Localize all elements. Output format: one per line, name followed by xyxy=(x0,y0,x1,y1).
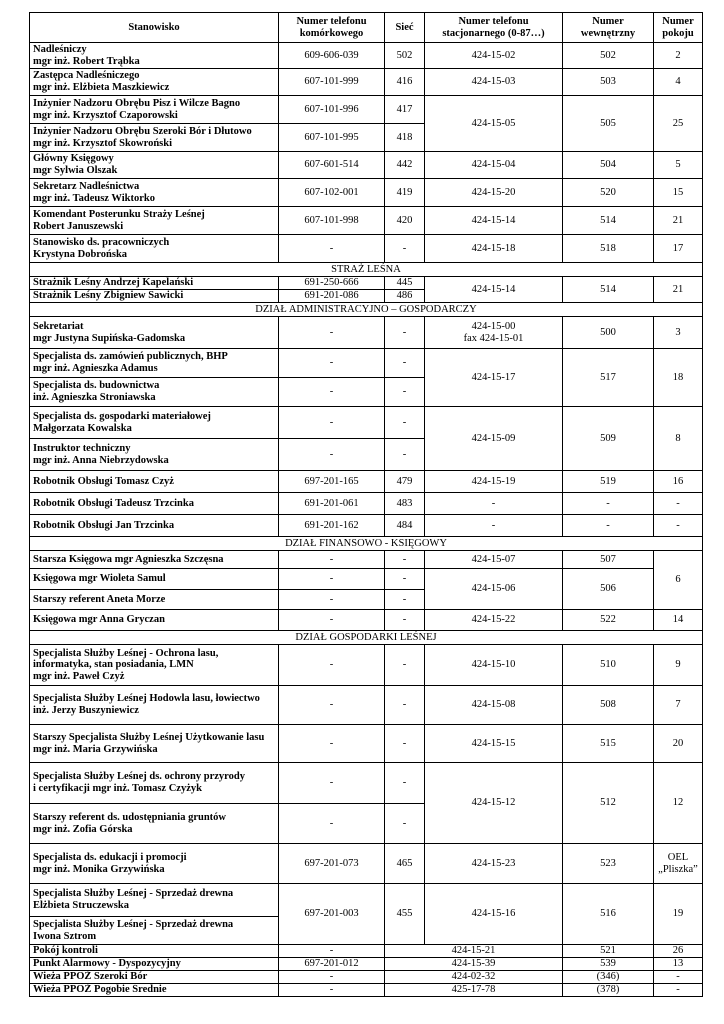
landline-cell: 424-15-15 xyxy=(425,725,563,763)
extension-cell: (378) xyxy=(563,984,654,997)
table-row xyxy=(30,763,703,804)
table-row xyxy=(30,96,703,124)
landline-cell: 424-15-00 fax 424-15-01 xyxy=(425,317,563,349)
network-cell: 420 xyxy=(385,207,425,235)
landline-cell: 424-15-07 xyxy=(425,551,563,569)
table-row xyxy=(30,610,703,631)
extension-cell: - xyxy=(563,515,654,537)
section-row xyxy=(30,537,703,551)
mobile-cell: 607-101-995 xyxy=(279,124,385,152)
mobile-cell: - xyxy=(279,569,385,590)
table-row xyxy=(30,958,703,971)
network-cell: 486 xyxy=(385,290,425,303)
contact-table xyxy=(29,12,703,997)
extension-cell: 514 xyxy=(563,277,654,303)
table-row xyxy=(30,317,703,349)
mobile-cell: 697-201-073 xyxy=(279,844,385,884)
network-cell: 416 xyxy=(385,69,425,96)
table-row xyxy=(30,471,703,493)
mobile-cell: - xyxy=(279,407,385,439)
landline-cell: 424-15-22 xyxy=(425,610,563,631)
network-cell: 419 xyxy=(385,179,425,207)
mobile-cell: - xyxy=(279,610,385,631)
extension-cell: 523 xyxy=(563,844,654,884)
extension-cell: 515 xyxy=(563,725,654,763)
mobile-cell: 609-606-039 xyxy=(279,43,385,69)
extension-cell: 500 xyxy=(563,317,654,349)
mobile-cell: - xyxy=(279,645,385,686)
network-cell: 445 xyxy=(385,277,425,290)
network-cell: - xyxy=(385,378,425,407)
position-cell: Instruktor techniczny mgr inż. Anna Niebrzydowska xyxy=(30,439,279,471)
position-cell: Księgowa mgr Anna Gryczan xyxy=(30,610,279,631)
position-cell: Sekretariat mgr Justyna Supińska-Gadomska xyxy=(30,317,279,349)
network-cell: - xyxy=(385,645,425,686)
mobile-cell: - xyxy=(279,804,385,844)
position-cell: Robotnik Obsługi Tadeusz Trzcinka xyxy=(30,493,279,515)
mobile-cell: - xyxy=(279,235,385,263)
landline-cell: 424-15-23 xyxy=(425,844,563,884)
position-cell: Księgowa mgr Wioleta Samul xyxy=(30,569,279,590)
extension-cell: 519 xyxy=(563,471,654,493)
table-row xyxy=(30,179,703,207)
room-cell: 15 xyxy=(654,179,703,207)
landline-cell: 424-15-09 xyxy=(425,407,563,471)
room-cell: 2 xyxy=(654,43,703,69)
room-cell: 19 xyxy=(654,884,703,945)
position-cell: Główny Księgowy mgr Sylwia Olszak xyxy=(30,152,279,179)
landline-cell: 424-02-32 xyxy=(385,971,563,984)
header-position: Stanowisko xyxy=(30,13,279,43)
mobile-cell: 607-102-001 xyxy=(279,179,385,207)
network-cell: - xyxy=(385,610,425,631)
mobile-cell: 691-201-162 xyxy=(279,515,385,537)
table-row xyxy=(30,277,703,290)
extension-cell: 517 xyxy=(563,349,654,407)
landline-cell: 424-15-39 xyxy=(385,958,563,971)
room-cell: 7 xyxy=(654,686,703,725)
network-cell: 455 xyxy=(385,884,425,945)
position-cell: Specjalista ds. edukacji i promocji mgr inż. Monika Grzywińska xyxy=(30,844,279,884)
extension-cell: 516 xyxy=(563,884,654,945)
table-row xyxy=(30,569,703,590)
extension-cell: 521 xyxy=(563,945,654,958)
mobile-cell: - xyxy=(279,984,385,997)
position-cell: Specjalista Służby Leśnej - Ochrona lasu, informatyka, stan posiadania, LMN mgr inż. Paweł Czyż xyxy=(30,645,279,686)
position-cell: Specjalista Służby Leśnej Hodowla lasu, łowiectwo inż. Jerzy Buszyniewicz xyxy=(30,686,279,725)
network-cell: - xyxy=(385,407,425,439)
position-cell: Punkt Alarmowy - Dyspozycyjny xyxy=(30,958,279,971)
section-heading: DZIAŁ ADMINISTRACYJNO – GOSPODARCZY xyxy=(30,303,703,317)
landline-cell: 424-15-06 xyxy=(425,569,563,610)
room-cell: - xyxy=(654,971,703,984)
section-row xyxy=(30,303,703,317)
position-cell: Stanowisko ds. pracowniczych Krystyna Dobrońska xyxy=(30,235,279,263)
section-row xyxy=(30,631,703,645)
position-cell: Strażnik Leśny Zbigniew Sawicki xyxy=(30,290,279,303)
network-cell: 418 xyxy=(385,124,425,152)
room-cell: - xyxy=(654,515,703,537)
position-cell: Starsza Księgowa mgr Agnieszka Szczęsna xyxy=(30,551,279,569)
table-row xyxy=(30,645,703,686)
mobile-cell: - xyxy=(279,378,385,407)
landline-cell: 424-15-19 xyxy=(425,471,563,493)
table-row xyxy=(30,884,703,917)
position-cell: Pokój kontroli xyxy=(30,945,279,958)
table-row xyxy=(30,984,703,997)
position-cell: Specjalista Służby Leśnej ds. ochrony przyrody i certyfikacji mgr inż. Tomasz Czyżyk xyxy=(30,763,279,804)
room-cell: 21 xyxy=(654,277,703,303)
landline-cell: 424-15-14 xyxy=(425,207,563,235)
table-row xyxy=(30,844,703,884)
network-cell: 483 xyxy=(385,493,425,515)
mobile-cell: - xyxy=(279,763,385,804)
network-cell: - xyxy=(385,725,425,763)
position-cell: Inżynier Nadzoru Obrębu Pisz i Wilcze Bagno mgr inż. Krzysztof Czaporowski xyxy=(30,96,279,124)
extension-cell: (346) xyxy=(563,971,654,984)
room-cell: 14 xyxy=(654,610,703,631)
position-cell: Specjalista ds. gospodarki materiałowej Małgorzata Kowalska xyxy=(30,407,279,439)
mobile-cell: - xyxy=(279,317,385,349)
landline-cell: 424-15-20 xyxy=(425,179,563,207)
room-cell: 6 xyxy=(654,551,703,610)
position-cell: Strażnik Leśny Andrzej Kapelański xyxy=(30,277,279,290)
landline-cell: 424-15-16 xyxy=(425,884,563,945)
room-cell: OEL „Pliszka” xyxy=(654,844,703,884)
room-cell: 4 xyxy=(654,69,703,96)
network-cell: 502 xyxy=(385,43,425,69)
mobile-cell: - xyxy=(279,686,385,725)
landline-cell: 424-15-21 xyxy=(385,945,563,958)
extension-cell: 506 xyxy=(563,569,654,610)
position-cell: Robotnik Obsługi Jan Trzcinka xyxy=(30,515,279,537)
section-heading: DZIAŁ GOSPODARKI LEŚNEJ xyxy=(30,631,703,645)
extension-cell: 508 xyxy=(563,686,654,725)
position-cell: Zastępca Nadleśniczego mgr inż. Elżbieta Maszkiewicz xyxy=(30,69,279,96)
landline-cell: 425-17-78 xyxy=(385,984,563,997)
mobile-cell: 691-201-061 xyxy=(279,493,385,515)
extension-cell: 505 xyxy=(563,96,654,152)
table-row xyxy=(30,493,703,515)
room-cell: 8 xyxy=(654,407,703,471)
table-row xyxy=(30,69,703,96)
extension-cell: 522 xyxy=(563,610,654,631)
network-cell: 442 xyxy=(385,152,425,179)
network-cell: 484 xyxy=(385,515,425,537)
position-cell: Starszy referent ds. udostępniania gruntów mgr inż. Zofia Górska xyxy=(30,804,279,844)
position-cell: Komendant Posterunku Straży Leśnej Robert Januszewski xyxy=(30,207,279,235)
landline-cell: 424-15-17 xyxy=(425,349,563,407)
landline-cell: 424-15-14 xyxy=(425,277,563,303)
table-row xyxy=(30,686,703,725)
extension-cell: 539 xyxy=(563,958,654,971)
network-cell: - xyxy=(385,235,425,263)
table-row xyxy=(30,407,703,439)
position-cell: Specjalista ds. budownictwa inż. Agnieszka Stroniawska xyxy=(30,378,279,407)
header-network: Sieć xyxy=(385,13,425,43)
mobile-cell: - xyxy=(279,590,385,610)
landline-cell: 424-15-18 xyxy=(425,235,563,263)
network-cell: - xyxy=(385,439,425,471)
room-cell: 5 xyxy=(654,152,703,179)
room-cell: 21 xyxy=(654,207,703,235)
header-extension: Numer wewnętrzny xyxy=(563,13,654,43)
room-cell: - xyxy=(654,493,703,515)
mobile-cell: 691-250-666 xyxy=(279,277,385,290)
network-cell: - xyxy=(385,349,425,378)
table-row xyxy=(30,43,703,69)
header-room: Numer pokoju xyxy=(654,13,703,43)
mobile-cell: - xyxy=(279,551,385,569)
table-row xyxy=(30,235,703,263)
table-row xyxy=(30,207,703,235)
section-heading: DZIAŁ FINANSOWO - KSIĘGOWY xyxy=(30,537,703,551)
mobile-cell: 697-201-012 xyxy=(279,958,385,971)
extension-cell: 502 xyxy=(563,43,654,69)
room-cell: 20 xyxy=(654,725,703,763)
mobile-cell: - xyxy=(279,439,385,471)
extension-cell: 507 xyxy=(563,551,654,569)
header-row xyxy=(30,13,703,43)
landline-cell: 424-15-05 xyxy=(425,96,563,152)
table-row xyxy=(30,551,703,569)
extension-cell: 504 xyxy=(563,152,654,179)
room-cell: 17 xyxy=(654,235,703,263)
position-cell: Wieża PPOŻ Pogobie Średnie xyxy=(30,984,279,997)
room-cell: - xyxy=(654,984,703,997)
mobile-cell: - xyxy=(279,971,385,984)
network-cell: - xyxy=(385,763,425,804)
position-cell: Starszy Specjalista Służby Leśnej Użytkowanie lasu mgr inż. Maria Grzywińska xyxy=(30,725,279,763)
room-cell: 9 xyxy=(654,645,703,686)
mobile-cell: 607-101-998 xyxy=(279,207,385,235)
table-row xyxy=(30,945,703,958)
position-cell: Wieża PPOŻ Szeroki Bór xyxy=(30,971,279,984)
mobile-cell: - xyxy=(279,349,385,378)
landline-cell: 424-15-12 xyxy=(425,763,563,844)
position-cell: Robotnik Obsługi Tomasz Czyż xyxy=(30,471,279,493)
landline-cell: 424-15-03 xyxy=(425,69,563,96)
table-row xyxy=(30,971,703,984)
landline-cell: 424-15-10 xyxy=(425,645,563,686)
room-cell: 3 xyxy=(654,317,703,349)
mobile-cell: 607-101-999 xyxy=(279,69,385,96)
extension-cell: 509 xyxy=(563,407,654,471)
network-cell: - xyxy=(385,551,425,569)
section-row xyxy=(30,263,703,277)
extension-cell: - xyxy=(563,493,654,515)
room-cell: 18 xyxy=(654,349,703,407)
position-cell: Specjalista Służby Leśnej - Sprzedaż drewna Elżbieta Struczewska xyxy=(30,884,279,917)
section-heading: STRAŻ LEŚNA xyxy=(30,263,703,277)
network-cell: 479 xyxy=(385,471,425,493)
table-row xyxy=(30,725,703,763)
landline-cell: 424-15-04 xyxy=(425,152,563,179)
extension-cell: 520 xyxy=(563,179,654,207)
mobile-cell: 691-201-086 xyxy=(279,290,385,303)
position-cell: Nadleśniczy mgr inż. Robert Trąbka xyxy=(30,43,279,69)
mobile-cell: - xyxy=(279,725,385,763)
mobile-cell: 607-101-996 xyxy=(279,96,385,124)
header-landline: Numer telefonu stacjonarnego (0-87…) xyxy=(425,13,563,43)
table-row xyxy=(30,152,703,179)
table-row xyxy=(30,515,703,537)
room-cell: 26 xyxy=(654,945,703,958)
network-cell: - xyxy=(385,590,425,610)
position-cell: Sekretarz Nadleśnictwa mgr inż. Tadeusz Wiktorko xyxy=(30,179,279,207)
landline-cell: - xyxy=(425,515,563,537)
network-cell: - xyxy=(385,804,425,844)
landline-cell: 424-15-08 xyxy=(425,686,563,725)
extension-cell: 518 xyxy=(563,235,654,263)
network-cell: 465 xyxy=(385,844,425,884)
extension-cell: 514 xyxy=(563,207,654,235)
network-cell: - xyxy=(385,569,425,590)
network-cell: - xyxy=(385,686,425,725)
extension-cell: 512 xyxy=(563,763,654,844)
position-cell: Inżynier Nadzoru Obrębu Szeroki Bór i Dłutowo mgr inż. Krzysztof Skowroński xyxy=(30,124,279,152)
network-cell: 417 xyxy=(385,96,425,124)
landline-cell: - xyxy=(425,493,563,515)
mobile-cell: 697-201-165 xyxy=(279,471,385,493)
room-cell: 13 xyxy=(654,958,703,971)
mobile-cell: 607-601-514 xyxy=(279,152,385,179)
position-cell: Specjalista Służby Leśnej - Sprzedaż drewna Iwona Sztrom xyxy=(30,917,279,945)
landline-cell: 424-15-02 xyxy=(425,43,563,69)
room-cell: 25 xyxy=(654,96,703,152)
network-cell: - xyxy=(385,317,425,349)
room-cell: 16 xyxy=(654,471,703,493)
extension-cell: 510 xyxy=(563,645,654,686)
mobile-cell: - xyxy=(279,945,385,958)
position-cell: Starszy referent Aneta Morze xyxy=(30,590,279,610)
position-cell: Specjalista ds. zamówień publicznych, BHP mgr inż. Agnieszka Adamus xyxy=(30,349,279,378)
extension-cell: 503 xyxy=(563,69,654,96)
header-mobile: Numer telefonu komórkowego xyxy=(279,13,385,43)
table-row xyxy=(30,349,703,378)
room-cell: 12 xyxy=(654,763,703,844)
mobile-cell: 697-201-003 xyxy=(279,884,385,945)
